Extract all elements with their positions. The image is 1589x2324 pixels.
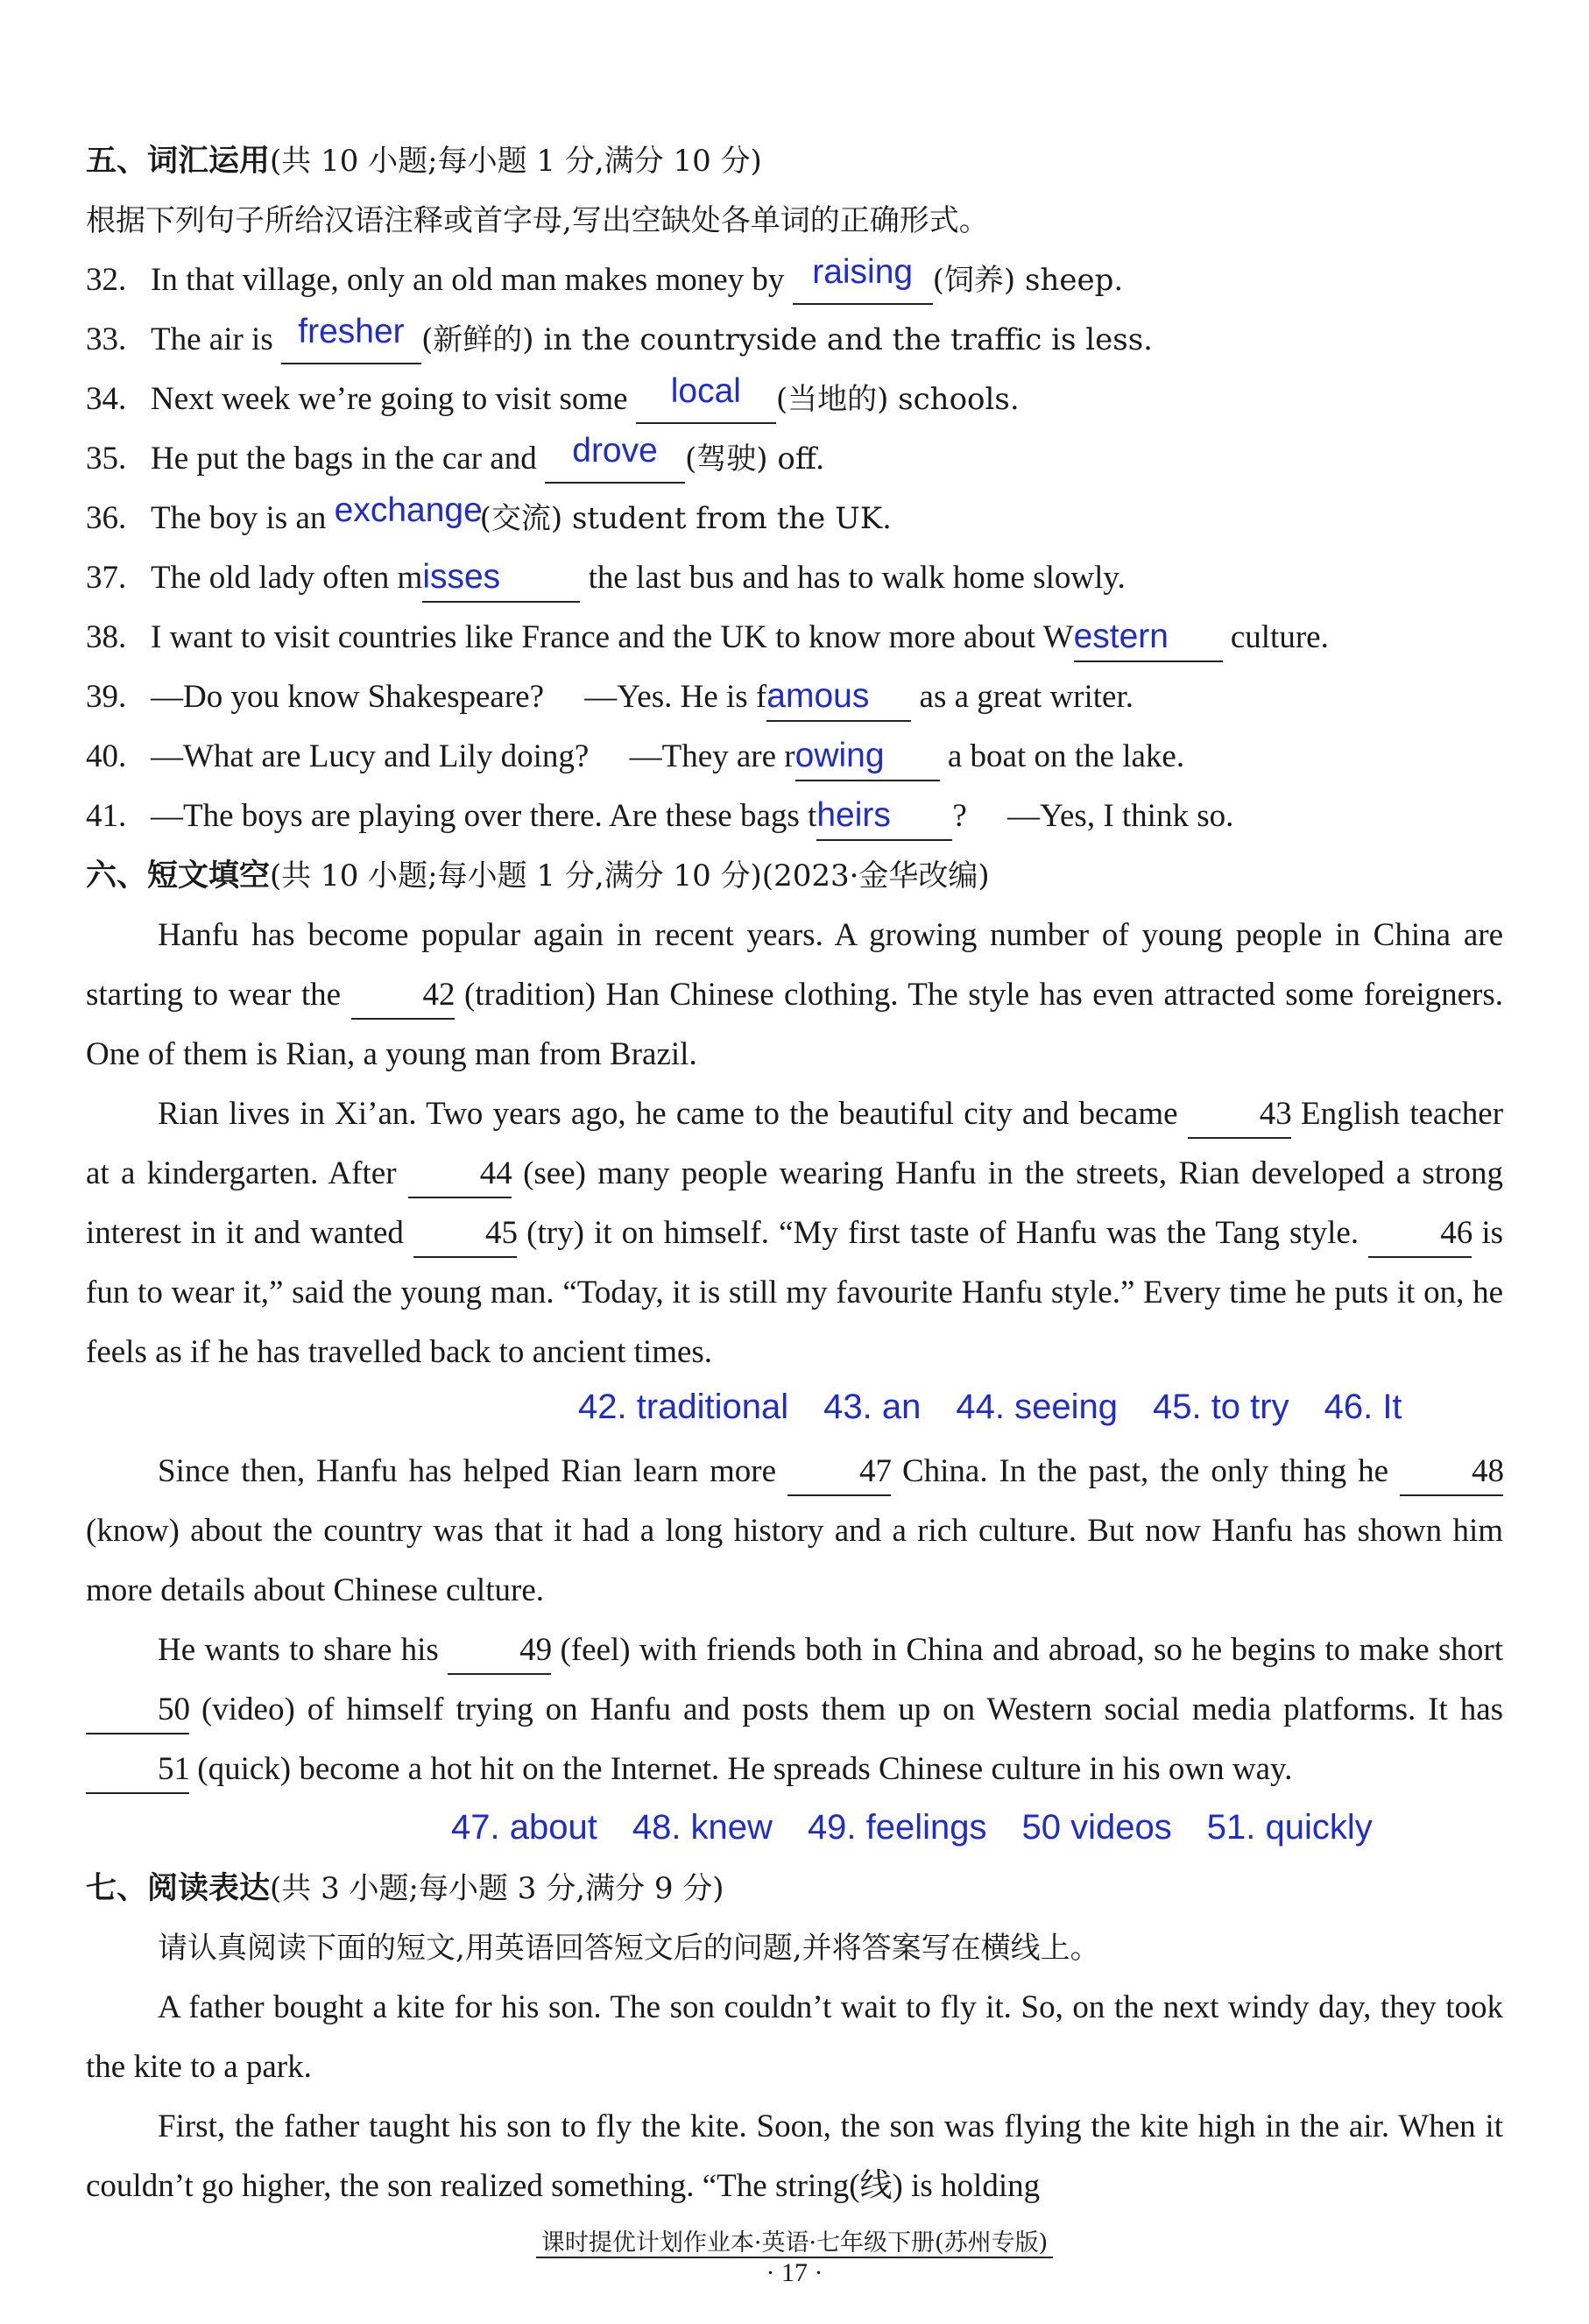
blank-47[interactable] xyxy=(787,1449,891,1496)
passage-paragraph-1 xyxy=(86,906,1503,1084)
reading-paragraph-2: First, the father taught his son to fly the kite. Soon, the son was flying the kite high in the air. When it couldn’t go higher, the son realized something. “The string(线) is holding xyxy=(86,2109,1503,2204)
question-text: (驾驶) off. xyxy=(685,441,825,477)
answer-text: 48. knew xyxy=(632,1808,773,1847)
reading-paragraph-1: A father bought a kite for his son. The son couldn’t wait to fly it. So, on the next windy day, they took the kite to a park. xyxy=(86,1989,1503,2085)
answer-blank[interactable] xyxy=(795,733,940,781)
passage-text: (quick) become a hot hit on the Internet. He spreads Chinese culture in his own way. xyxy=(197,1751,1293,1787)
question-36 xyxy=(86,489,1503,548)
blank-50[interactable] xyxy=(86,1687,189,1734)
question-number: 33. xyxy=(86,321,127,357)
answer-text: exchange xyxy=(334,491,483,529)
answer-text: raising xyxy=(812,253,914,291)
question-number: 41. xyxy=(86,798,127,834)
answer-text: 43. an xyxy=(823,1388,922,1426)
answer-text: 51. quickly xyxy=(1206,1808,1373,1847)
passage-text: He wants to share his xyxy=(158,1632,439,1668)
section-note: (共 10 小题;每小题 1 分,满分 10 分) xyxy=(270,144,762,179)
question-text: ? —Yes, I think so. xyxy=(952,798,1234,834)
answers-47-51 xyxy=(451,1798,1503,1857)
answer-text: fresher xyxy=(298,313,405,350)
question-number: 35. xyxy=(86,441,127,477)
question-32 xyxy=(86,251,1503,310)
passage-paragraph-2 xyxy=(86,1084,1503,1382)
question-33 xyxy=(86,310,1503,370)
passage-text: (tradition) Han Chinese clothing. The style has even attracted some foreigners. One of them is Rian, a young man from Brazil. xyxy=(86,977,1504,1072)
answer-text: 45. to try xyxy=(1152,1388,1289,1426)
blank-number: 43 xyxy=(1259,1096,1292,1132)
blank-number: 44 xyxy=(479,1155,512,1191)
question-text: Next week we’re going to visit some xyxy=(151,381,628,417)
section-title: 七、阅读表达 xyxy=(86,1871,271,1906)
blank-51[interactable] xyxy=(86,1747,189,1794)
question-text: The air is xyxy=(151,321,273,357)
blank-43[interactable] xyxy=(1188,1091,1291,1139)
question-text: —What are Lucy and Lily doing? —They are r xyxy=(151,738,795,774)
question-text: (当地的) schools. xyxy=(775,382,1020,417)
section-title: 五、词汇运用 xyxy=(86,144,271,179)
answer-text: 47. about xyxy=(451,1808,597,1847)
blank-48[interactable] xyxy=(1400,1449,1503,1496)
passage-text: China. In the past, the only thing he xyxy=(901,1453,1389,1489)
question-number: 36. xyxy=(86,500,127,536)
section5-instruction: 根据下列句子所给汉语注释或首字母,写出空缺处各单词的正确形式。 xyxy=(86,203,989,238)
question-41 xyxy=(86,787,1503,846)
question-40 xyxy=(86,727,1503,787)
answer-blank[interactable] xyxy=(281,313,421,364)
question-text: (交流) student from the UK. xyxy=(479,501,892,536)
question-34 xyxy=(86,370,1503,429)
answer-text: 46. It xyxy=(1324,1388,1402,1426)
question-number: 32. xyxy=(86,262,127,298)
answers-42-46 xyxy=(578,1377,1503,1437)
question-text: The boy is an xyxy=(151,500,327,536)
answer-text: amous xyxy=(766,677,870,715)
section6-heading xyxy=(86,846,1503,906)
question-text: The old lady often m xyxy=(151,560,423,596)
answer-text: drove xyxy=(572,432,658,470)
blank-number: 51 xyxy=(158,1751,190,1787)
answer-blank[interactable] xyxy=(793,253,933,305)
blank-44[interactable] xyxy=(408,1151,512,1198)
passage-text: English teacher at a kindergarten. After xyxy=(86,1096,1504,1191)
question-39 xyxy=(86,668,1503,727)
question-number: 37. xyxy=(86,560,127,596)
question-text: the last bus and has to walk home slowly. xyxy=(588,560,1126,596)
answer-blank[interactable] xyxy=(1074,614,1223,662)
passage-paragraph-4 xyxy=(86,1621,1503,1799)
question-text: (新鲜的) in the countryside and the traffic is less. xyxy=(420,322,1153,357)
question-text: He put the bags in the car and xyxy=(151,441,537,477)
answer-text: owing xyxy=(794,737,885,774)
blank-number: 42 xyxy=(422,977,456,1013)
question-text: In that village, only an old man makes money by xyxy=(151,262,785,298)
answer-blank[interactable] xyxy=(766,674,911,722)
section-note: (共 10 小题;每小题 1 分,满分 10 分)(2023·金华改编) xyxy=(270,858,990,894)
blank-45[interactable] xyxy=(413,1211,517,1258)
blank-number: 45 xyxy=(485,1215,519,1251)
question-number: 34. xyxy=(86,381,127,417)
question-38 xyxy=(86,608,1503,668)
answer-text: 49. feelings xyxy=(807,1808,987,1847)
blank-46[interactable] xyxy=(1368,1211,1472,1258)
blank-42[interactable] xyxy=(351,972,455,1020)
blank-number: 50 xyxy=(158,1692,190,1727)
question-text: —Do you know Shakespeare? —Yes. He is f xyxy=(151,679,767,715)
answer-blank[interactable] xyxy=(422,555,580,603)
question-text: culture. xyxy=(1230,619,1329,655)
passage-paragraph-3 xyxy=(86,1442,1503,1621)
answer-text: 44. seeing xyxy=(956,1388,1118,1426)
answer-blank[interactable] xyxy=(545,432,685,484)
passage-text: (see) many people wearing Hanfu in the streets, Rian developed a strong interest in it and wanted xyxy=(86,1155,1504,1251)
blank-49[interactable] xyxy=(448,1628,551,1675)
passage-text: (feel) with friends both in China and abroad, so he begins to make short xyxy=(560,1632,1504,1668)
section7-heading xyxy=(86,1859,1503,1918)
question-text: (饲养) sheep. xyxy=(932,263,1124,298)
passage-text: (know) about the country was that it had a long history and a rich culture. But now Hanfu has shown him more details about Chinese culture. xyxy=(86,1513,1503,1608)
question-number: 40. xyxy=(86,738,127,774)
page-number: · 17 · xyxy=(766,2258,823,2287)
blank-number: 46 xyxy=(1440,1215,1473,1251)
section-note: (共 3 小题;每小题 3 分,满分 9 分) xyxy=(270,1871,724,1906)
passage-text: Since then, Hanfu has helped Rian learn more xyxy=(158,1453,777,1489)
question-text: I want to visit countries like France and the UK to know more about W xyxy=(151,619,1074,655)
passage-text: (try) it on himself. “My first taste of Hanfu was the Tang style. xyxy=(526,1215,1359,1251)
section5-heading xyxy=(86,131,1503,191)
question-number: 39. xyxy=(86,679,127,715)
answer-text: estern xyxy=(1073,618,1169,655)
answer-text: local xyxy=(670,372,741,410)
answer-text: 42. traditional xyxy=(578,1388,789,1426)
answer-text: 50 videos xyxy=(1021,1808,1172,1847)
section7-instruction: 请认真阅读下面的短文,用英语回答短文后的问题,并将答案写在横线上。 xyxy=(158,1931,1100,1966)
passage-text: Rian lives in Xi’an. Two years ago, he came to the beautiful city and became xyxy=(158,1096,1178,1132)
answer-blank[interactable] xyxy=(334,491,483,543)
blank-number: 49 xyxy=(519,1632,553,1668)
passage-text: (video) of himself trying on Hanfu and posts them up on Western social media platforms. It has xyxy=(201,1692,1504,1727)
answer-blank[interactable] xyxy=(816,793,952,841)
question-text: as a great writer. xyxy=(919,679,1134,715)
blank-number: 48 xyxy=(1472,1453,1505,1489)
question-text: a boat on the lake. xyxy=(947,738,1185,774)
question-number: 38. xyxy=(86,619,127,655)
passage-text: Hanfu has become popular again in recent years. A growing number of young people in China are starting to wear the xyxy=(86,917,1503,1013)
book-title-text: 课时提优计划作业本·英语·七年级下册(苏州专版) xyxy=(536,2229,1053,2258)
answer-text: isses xyxy=(422,558,501,596)
passage-text: is fun to wear it,” said the young man. “Today, it is still my favourite Hanfu style.” Every time he puts it on, he feels as if he has travelled back to ancient times. xyxy=(86,1215,1504,1370)
section-title: 六、短文填空 xyxy=(86,858,271,894)
answer-blank[interactable] xyxy=(636,372,776,424)
book-title xyxy=(0,2223,1589,2257)
blank-number: 47 xyxy=(859,1453,892,1489)
question-text: —The boys are playing over there. Are these bags t xyxy=(151,798,817,834)
answer-text: heirs xyxy=(816,796,891,834)
question-37 xyxy=(86,548,1503,608)
question-35 xyxy=(86,429,1503,489)
